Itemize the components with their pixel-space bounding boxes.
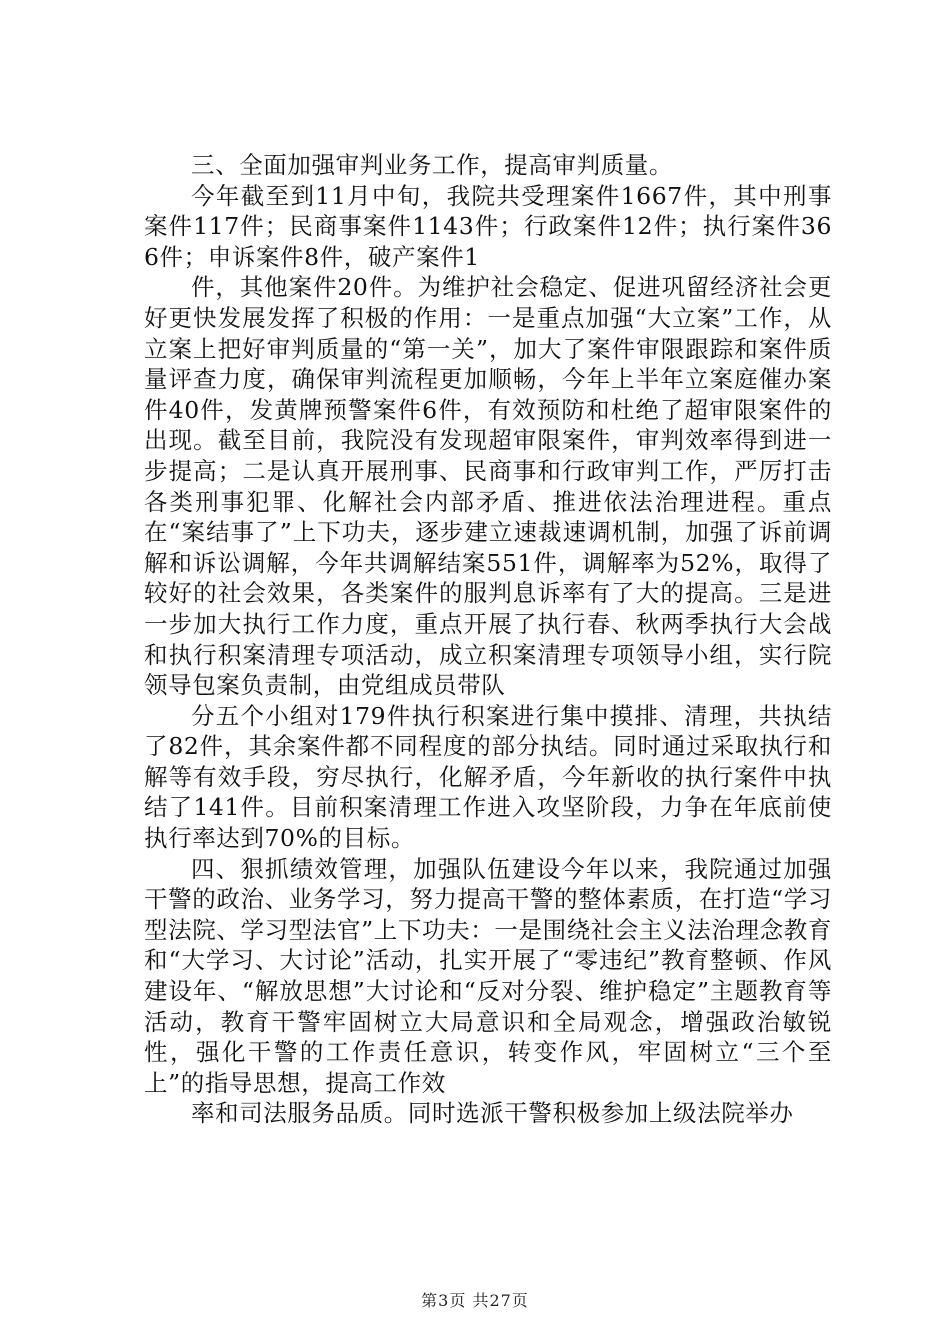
- paragraph-case-handling: 件，其他案件20件。为维护社会稳定、促进巩留经济社会更好更快发展发挥了积极的作用：一是重点加强“大立案”工作，从立案上把好审判质量的“第一关”，加大了案件审限跟踪和案件质量评查力度，确保审判流程更加顺畅，今年上半年立案庭催办案件40件，发黄牌预警案件6件，有效预防和杜绝了超审限案件的出现。截至目前，我院没有发现超审限案件，审判效率得到进一步提高；二是认真开展刑事、民商事和行政审判工作，严厉打击各类刑事犯罪、化解社会内部矛盾、推进依法治理进程。重点在“案结事了”上下功夫，逐步建立速裁速调机制，加强了诉前调解和诉讼调解，今年共调解结案551件，调解率为52%，取得了较好的社会效果，各类案件的服判息诉率有了大的提高。三是进一步加大执行工作力度，重点开展了执行春、秋两季执行大会战和执行积案清理专项活动，成立积案清理专项领导小组，实行院领导包案负责制，由党组成员带队: [144, 273, 832, 700]
- paragraph-case-statistics: 今年截至到11月中旬，我院共受理案件1667件，其中刑事案件117件；民商事案件1143件；行政案件12件；执行案件366件；申诉案件8件，破产案件1: [144, 181, 832, 271]
- document-body: [144, 150, 832, 1129]
- paragraph-continuation: 率和司法服务品质。同时选派干警积极参加上级法院举办: [191, 1099, 794, 1128]
- paragraph-section-three-heading: 三、全面加强审判业务工作，提高审判质量。: [191, 151, 673, 179]
- paragraph-execution-cleanup: 分五个小组对179件执行积案进行集中摸排、清理，共执结了82件，其余案件都不同程度的部分执结。同时通过采取执行和解等有效手段，穷尽执行，化解矛盾，今年新收的执行案件中执结了141件。目前积案清理工作进入攻坚阶段，力争在年底前使执行率达到70%的目标。: [144, 701, 832, 853]
- paragraph-section-four: 四、狠抓绩效管理，加强队伍建设今年以来，我院通过加强干警的政治、业务学习，努力提高干警的整体素质，在打造“学习型法院、学习型法官”上下功夫：一是围绕社会主义法治理念教育和“大学习、大讨论”活动，扎实开展了“零违纪”教育整顿、作风建设年、“解放思想”大讨论和“反对分裂、维护稳定”主题教育等活动，教育干警牢固树立大局意识和全局观念，增强政治敏锐性，强化干警的工作责任意识，转变作风，牢固树立“三个至上”的指导思想，提高工作效: [144, 854, 832, 1097]
- page-number-footer: 第3页 共27页: [421, 1291, 529, 1310]
